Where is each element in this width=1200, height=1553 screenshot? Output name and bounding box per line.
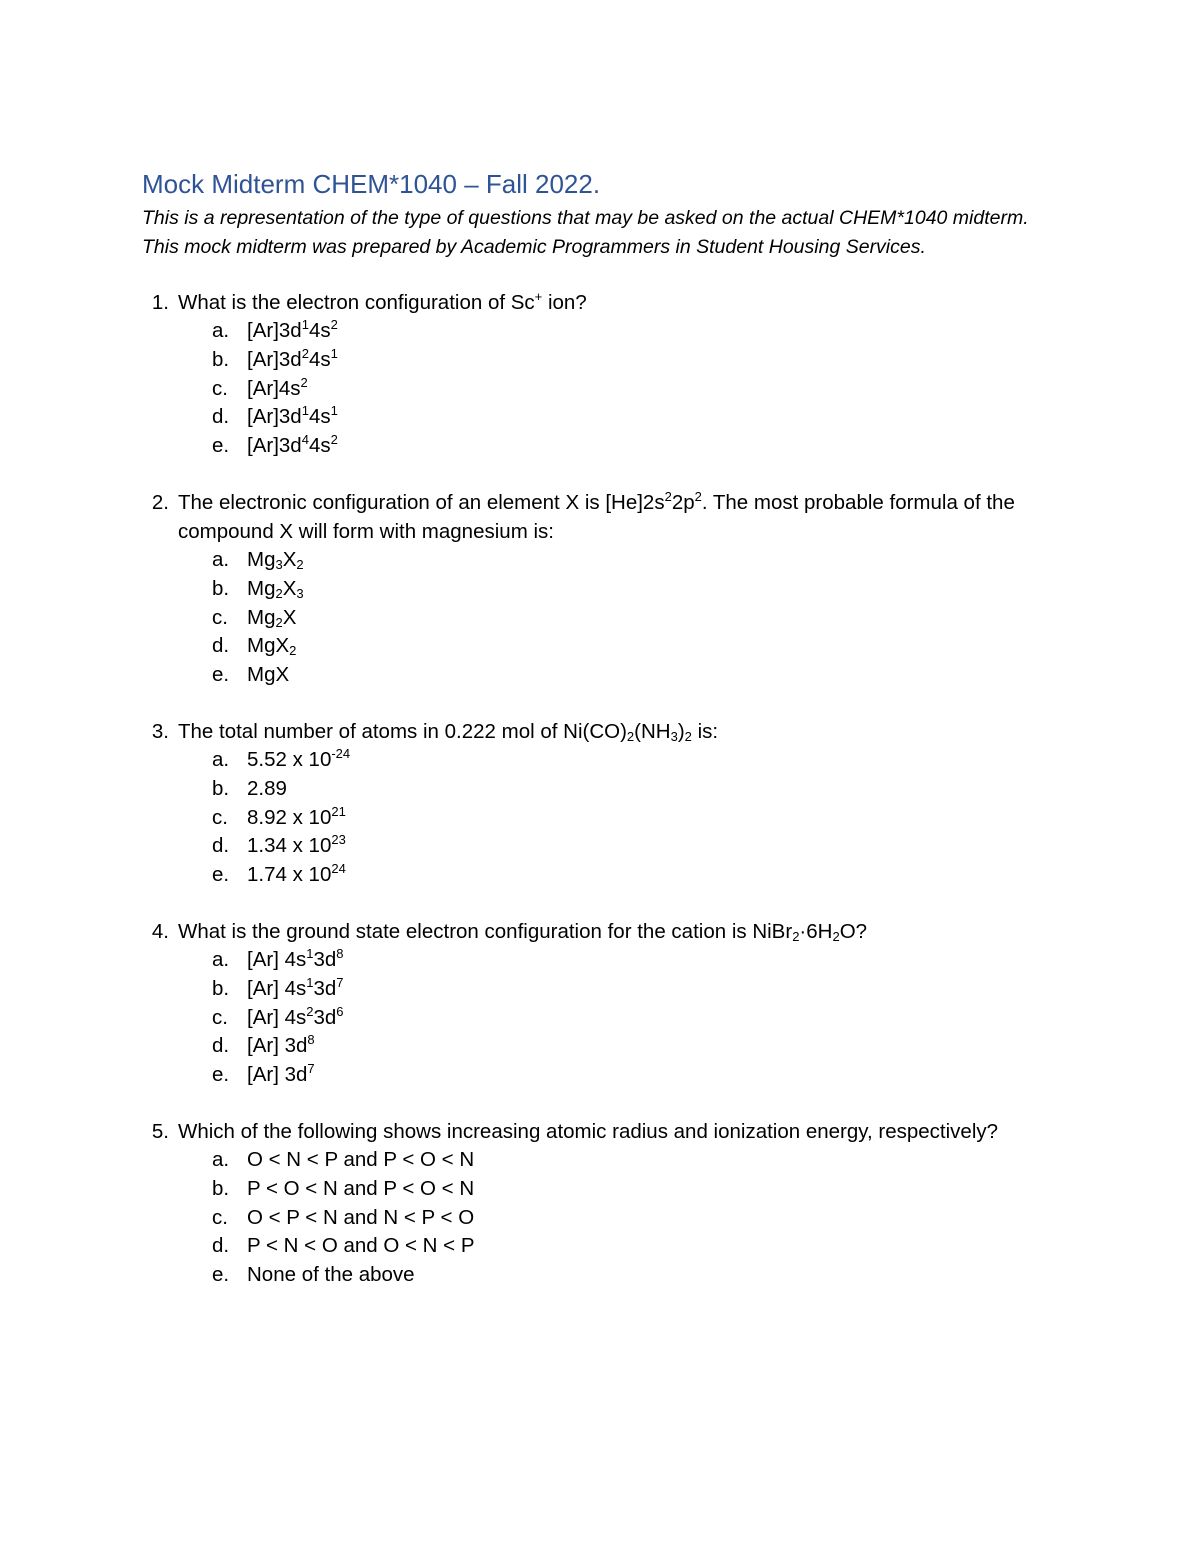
option-letter: e.: [212, 1063, 230, 1087]
question-stem: [142, 717, 1062, 746]
subscript: 3: [670, 728, 678, 744]
text-run: O?: [839, 919, 868, 943]
option-letter: e.: [212, 1263, 230, 1287]
question-stem: [142, 488, 1062, 546]
text-run: [Ar] 4s: [247, 1005, 307, 1029]
answer-option: [212, 346, 1062, 375]
option-letter: a.: [212, 547, 230, 571]
answer-option: [212, 832, 1062, 861]
text-run: ): [677, 719, 685, 743]
option-text: [247, 604, 296, 633]
superscript: 2: [301, 345, 309, 361]
subscript: 3: [275, 556, 283, 572]
subscript: 2: [275, 585, 283, 601]
option-text: [247, 546, 304, 575]
superscript: 2: [306, 1003, 314, 1019]
option-text: [247, 1261, 415, 1290]
subscript: 2: [289, 643, 297, 659]
question-stem: [142, 288, 1062, 317]
question-number: 1.: [151, 291, 169, 314]
subscript: 2: [792, 928, 800, 944]
superscript: 6: [336, 1003, 344, 1019]
answer-option: [212, 1032, 1062, 1061]
answer-option: [212, 375, 1062, 404]
text-run: Mg: [247, 547, 276, 571]
text-run: [Ar]3d: [247, 347, 302, 371]
option-letter: c.: [212, 1205, 228, 1229]
superscript: 1: [306, 974, 314, 990]
option-text: [247, 1032, 315, 1061]
question-number: 3.: [151, 719, 169, 743]
option-text: [247, 946, 344, 975]
answer-option: [212, 775, 1062, 804]
answer-option: [212, 1261, 1062, 1290]
text-run: [Ar]3d: [247, 405, 302, 429]
superscript: 7: [307, 1061, 315, 1077]
text-run: Mg: [247, 576, 276, 600]
answer-option: [212, 1232, 1062, 1261]
option-letter: d.: [212, 834, 230, 858]
option-text: [247, 832, 346, 861]
question-item: [142, 917, 1062, 1090]
option-letter: c.: [212, 1005, 228, 1029]
option-text: [247, 1004, 344, 1033]
text-run: 5.52 x 10: [247, 747, 332, 771]
option-text: [247, 746, 350, 775]
text-run: [Ar] 3d: [247, 1063, 308, 1087]
option-letter: e.: [212, 863, 230, 887]
option-letter: b.: [212, 576, 230, 600]
answer-option: [212, 546, 1062, 575]
option-text: [247, 975, 344, 1004]
option-text: [247, 1146, 474, 1175]
text-run: . The most probable formula of the compound X will form with magnesium is:: [178, 490, 1015, 543]
option-text: [247, 432, 338, 461]
answer-option: [212, 1204, 1062, 1233]
text-run: O < P < N and N < P < O: [247, 1205, 475, 1229]
question-text: [178, 1117, 1062, 1146]
text-run: 3d: [313, 976, 337, 1000]
text-run: [Ar] 4s: [247, 976, 307, 1000]
text-run: 4s: [308, 347, 331, 371]
answer-option: [212, 1061, 1062, 1090]
answer-option: [212, 1146, 1062, 1175]
option-letter: c.: [212, 376, 228, 400]
superscript: 2: [664, 488, 672, 504]
answer-option: [212, 746, 1062, 775]
option-letter: a.: [212, 947, 230, 971]
question-item: [142, 488, 1062, 690]
option-letter: e.: [212, 663, 230, 687]
text-run: X: [282, 605, 297, 629]
answer-option: [212, 804, 1062, 833]
answer-option: [212, 575, 1062, 604]
answer-option: [212, 317, 1062, 346]
intro-line-1: This is a representation of the type of questions that may be asked on the actual CHEM*1040 midterm.: [142, 207, 1029, 229]
answer-options: [142, 946, 1062, 1090]
text-run: 2.89: [247, 776, 287, 800]
superscript: 24: [331, 861, 346, 877]
text-run: The electronic configuration of an element X is [He]2s: [178, 490, 665, 514]
text-run: [Ar] 4s: [247, 947, 307, 971]
answer-option: [212, 632, 1062, 661]
option-text: [247, 1175, 474, 1204]
text-run: is:: [691, 719, 719, 743]
answer-option: [212, 1004, 1062, 1033]
option-text: [247, 1061, 315, 1090]
option-text: [247, 1204, 474, 1233]
text-run: MgX: [247, 663, 290, 687]
superscript: 8: [307, 1032, 315, 1048]
text-run: 1.74 x 10: [247, 863, 332, 887]
option-letter: e.: [212, 434, 230, 458]
option-text: [247, 575, 304, 604]
answer-option: [212, 661, 1062, 690]
option-letter: c.: [212, 805, 228, 829]
text-run: 4s: [308, 434, 331, 458]
superscript: 23: [331, 832, 346, 848]
superscript: 1: [330, 345, 338, 361]
text-run: Which of the following shows increasing atomic radius and ionization energy, respectively?: [178, 1119, 999, 1143]
option-letter: d.: [212, 1034, 230, 1058]
superscript: 2: [330, 317, 338, 332]
option-text: [247, 346, 338, 375]
option-text: [247, 632, 296, 661]
superscript: 4: [301, 432, 309, 448]
text-run: ·6H: [799, 919, 833, 943]
text-run: 1.34 x 10: [247, 834, 332, 858]
text-run: X: [282, 576, 297, 600]
subscript: 2: [275, 614, 283, 630]
superscript: +: [534, 289, 543, 304]
text-run: MgX: [247, 634, 290, 658]
text-run: 3d: [313, 947, 337, 971]
text-run: What is the electron configuration of Sc: [178, 291, 535, 314]
option-text: [247, 804, 346, 833]
superscript: 1: [306, 945, 314, 961]
text-run: 4s: [308, 405, 331, 429]
document-content: [142, 166, 1062, 1317]
question-number: 4.: [151, 919, 169, 943]
option-text: [247, 375, 308, 404]
option-text: [247, 317, 338, 346]
text-run: [Ar]3d: [247, 319, 302, 342]
answer-options: [142, 1146, 1062, 1290]
superscript: 8: [336, 945, 344, 961]
superscript: 2: [694, 488, 702, 504]
answer-option: [212, 861, 1062, 890]
superscript: 2: [300, 374, 308, 390]
text-run: [Ar] 3d: [247, 1034, 308, 1058]
option-text: [247, 403, 338, 432]
question-stem: [142, 917, 1062, 946]
intro-text: [142, 204, 1062, 262]
option-letter: a.: [212, 319, 230, 342]
question-item: [142, 1117, 1062, 1290]
subscript: 3: [296, 585, 304, 601]
text-run: 3d: [313, 1005, 337, 1029]
option-letter: b.: [212, 347, 230, 371]
question-stem: [142, 1117, 1062, 1146]
text-run: Mg: [247, 605, 276, 629]
text-run: 8.92 x 10: [247, 805, 332, 829]
option-text: [247, 661, 289, 690]
option-letter: d.: [212, 634, 230, 658]
text-run: 4s: [308, 319, 331, 342]
superscript: -24: [331, 745, 351, 761]
option-text: [247, 861, 346, 890]
option-text: [247, 775, 287, 804]
option-letter: b.: [212, 976, 230, 1000]
answer-option: [212, 604, 1062, 633]
answer-option: [212, 1175, 1062, 1204]
question-text: [178, 288, 1062, 317]
option-letter: b.: [212, 776, 230, 800]
text-run: 2p: [671, 490, 695, 514]
option-letter: b.: [212, 1176, 230, 1200]
page-title: Mock Midterm CHEM*1040 – Fall 2022.: [142, 169, 601, 199]
subscript: 2: [296, 556, 304, 572]
option-letter: c.: [212, 605, 228, 629]
option-text: [247, 1232, 475, 1261]
superscript: 21: [331, 803, 346, 819]
answer-options: [142, 746, 1062, 890]
answer-option: [212, 432, 1062, 461]
subscript: 2: [832, 928, 840, 944]
answer-options: [142, 546, 1062, 690]
subscript: 2: [684, 728, 692, 744]
text-run: None of the above: [247, 1263, 415, 1287]
question-number: 5.: [151, 1119, 169, 1143]
question-text: [178, 917, 1062, 946]
question-text: [178, 488, 1062, 546]
option-letter: a.: [212, 747, 230, 771]
question-number: 2.: [151, 490, 169, 514]
intro-line-2: This mock midterm was prepared by Academic Programmers in Student Housing Services.: [142, 236, 926, 258]
text-run: The total number of atoms in 0.222 mol of Ni(CO): [178, 719, 627, 743]
option-letter: d.: [212, 1234, 230, 1258]
option-letter: a.: [212, 1147, 230, 1171]
text-run: What is the ground state electron configuration for the cation is NiBr: [178, 919, 793, 943]
superscript: 2: [330, 432, 338, 448]
subscript: 2: [626, 728, 635, 744]
text-run: ion?: [542, 291, 587, 314]
text-run: (NH: [634, 719, 671, 743]
text-run: [Ar]4s: [247, 376, 301, 400]
text-run: P < O < N and P < O < N: [247, 1176, 475, 1200]
superscript: 1: [301, 317, 309, 332]
answer-option: [212, 975, 1062, 1004]
answer-option: [212, 403, 1062, 432]
text-run: [Ar]3d: [247, 434, 302, 458]
text-run: P < N < O and O < N < P: [247, 1234, 475, 1258]
question-item: [142, 288, 1062, 461]
answer-option: [212, 946, 1062, 975]
superscript: 1: [330, 403, 338, 419]
question-item: [142, 717, 1062, 890]
answer-options: [142, 317, 1062, 461]
question-text: [178, 717, 1062, 746]
superscript: 7: [336, 974, 344, 990]
superscript: 1: [301, 403, 309, 419]
option-letter: d.: [212, 405, 230, 429]
text-run: O < N < P and P < O < N: [247, 1147, 475, 1171]
text-run: X: [282, 547, 297, 571]
question-list: [142, 288, 1062, 1290]
